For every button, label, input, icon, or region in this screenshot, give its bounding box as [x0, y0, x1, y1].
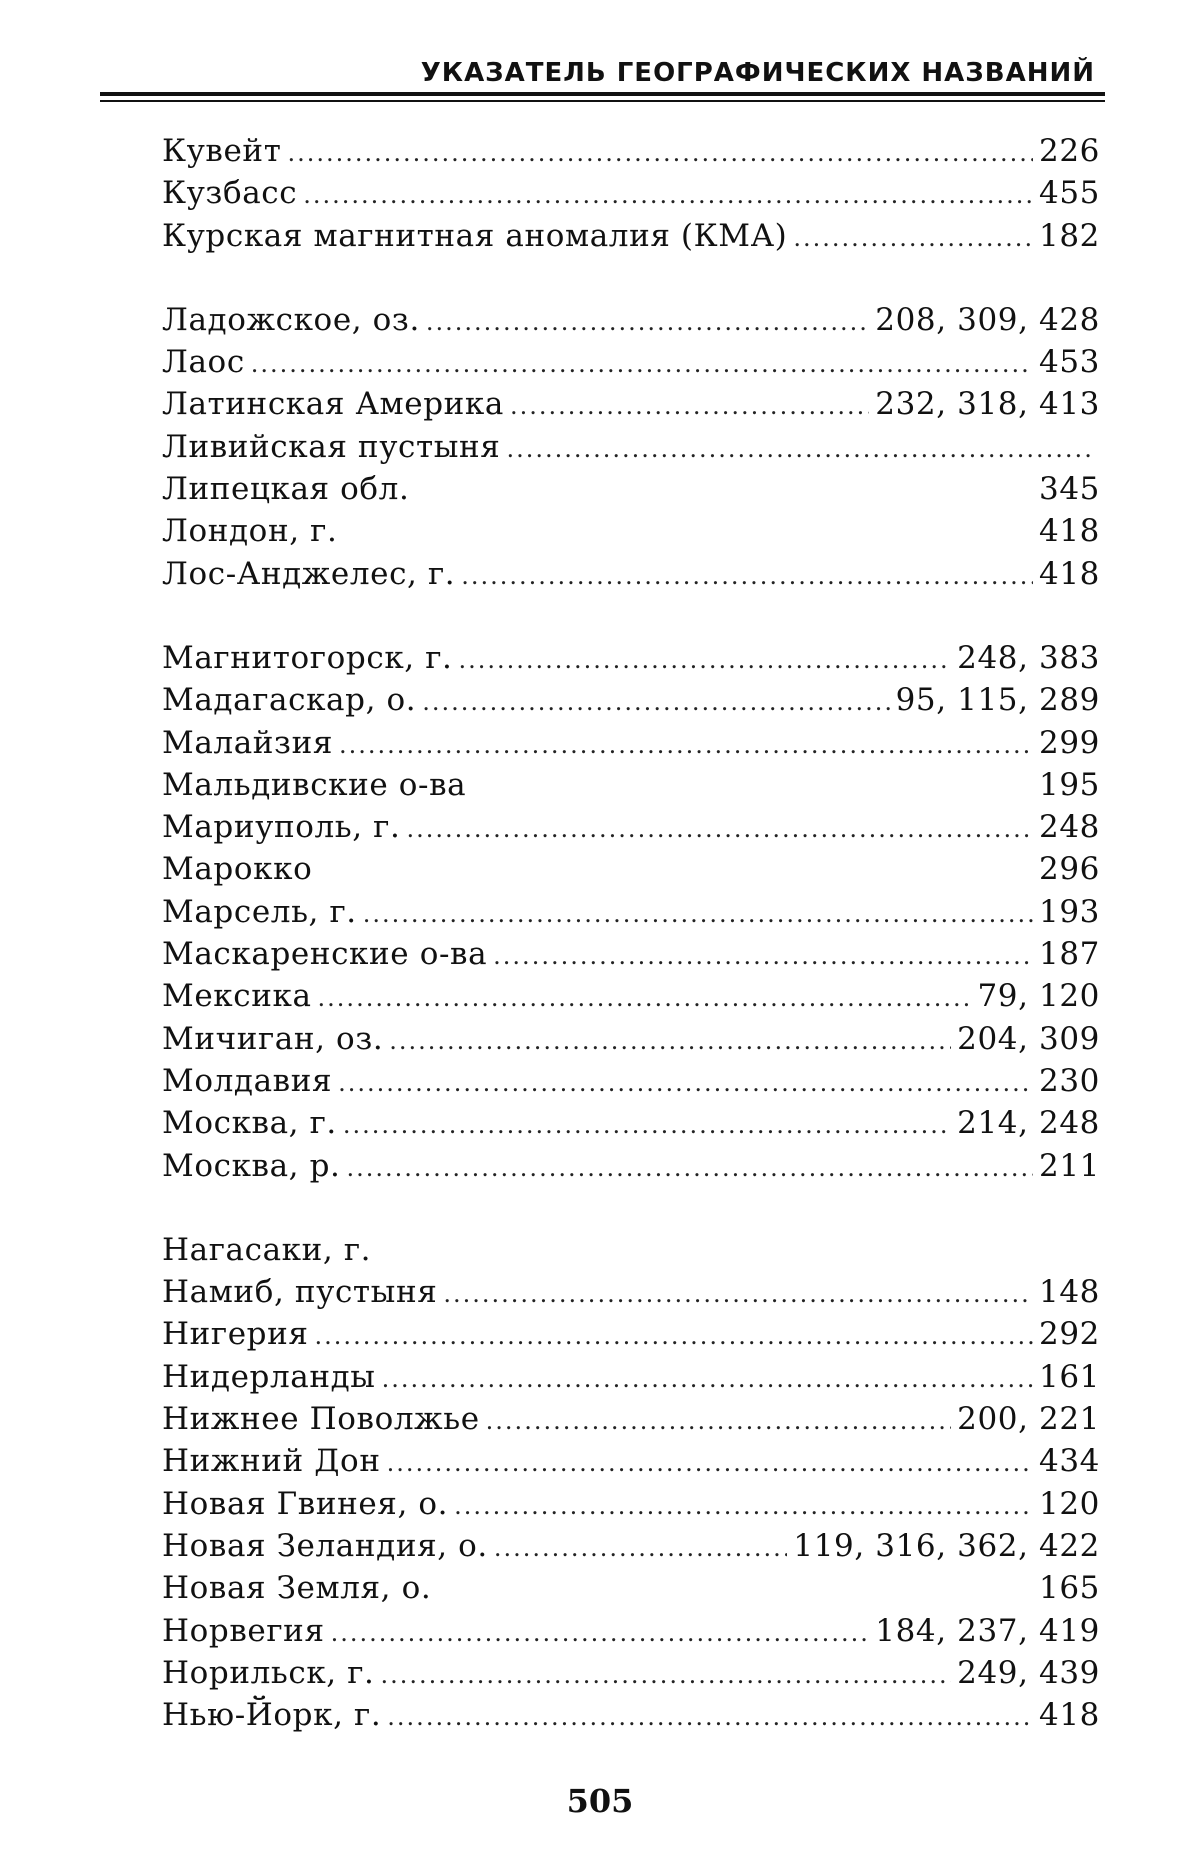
- entry-place-name: Мексика: [162, 978, 312, 1015]
- entry-page-numbers: 248, 383: [957, 639, 1100, 676]
- dot-leader: [506, 428, 1094, 470]
- entry-page-numbers: 193: [1039, 893, 1100, 930]
- index-entry: [162, 1610, 1100, 1652]
- index-entry: [162, 130, 1100, 172]
- index-entry: [162, 299, 1100, 341]
- index-entry: [162, 510, 1100, 552]
- entry-place-name: Новая Гвинея, о.: [162, 1485, 449, 1522]
- entry-place-name: Кузбасс: [162, 175, 298, 212]
- dot-leader: [363, 893, 1033, 935]
- entry-page-numbers: 200, 221: [957, 1401, 1100, 1438]
- entry-page-numbers: 249, 439: [957, 1654, 1100, 1691]
- header-rule-thick: [100, 92, 1105, 96]
- dot-leader: [486, 1400, 951, 1442]
- page-number: 505: [566, 1782, 634, 1820]
- entry-page-numbers: 214, 248: [957, 1105, 1100, 1142]
- index-entry: [162, 637, 1100, 679]
- entry-page-numbers: 232, 318, 413: [875, 386, 1100, 423]
- dot-leader: [318, 977, 972, 1019]
- index-entry: [162, 553, 1100, 595]
- entry-place-name: Москва, г.: [162, 1105, 337, 1142]
- index-letter-group: [162, 637, 1100, 1187]
- index-entry: [162, 1356, 1100, 1398]
- index-letter-group: [162, 1229, 1100, 1737]
- header-rule-thin: [100, 100, 1105, 102]
- entry-place-name: Новая Зеландия, о.: [162, 1527, 488, 1564]
- entry-place-name: Мальдивские о-ва: [162, 766, 467, 803]
- index-entry: [162, 1652, 1100, 1694]
- entry-place-name: Мадагаскар, о.: [162, 682, 417, 719]
- index-entry: [162, 1525, 1100, 1567]
- entry-place-name: Лос-Анджелес, г.: [162, 555, 456, 592]
- entry-place-name: Лондон, г.: [162, 513, 338, 550]
- entry-place-name: Нагасаки, г.: [162, 1231, 372, 1268]
- index-entry: [162, 764, 1100, 806]
- index-entry: [162, 933, 1100, 975]
- dot-leader: [422, 681, 889, 723]
- dot-leader: [389, 1020, 951, 1062]
- entry-place-name: Марокко: [162, 851, 313, 888]
- index-entry: [162, 1060, 1100, 1102]
- dot-leader: [339, 724, 1033, 766]
- dot-leader: [454, 1485, 1033, 1527]
- dot-leader: [426, 301, 869, 343]
- entry-page-numbers: 208, 309, 428: [875, 301, 1100, 338]
- geographic-index: [162, 130, 1100, 1778]
- index-entry: [162, 468, 1100, 510]
- index-entry: [162, 215, 1100, 257]
- index-entry: [162, 1271, 1100, 1313]
- entry-place-name: Малайзия: [162, 724, 333, 761]
- entry-place-name: Марсель, г.: [162, 893, 357, 930]
- entry-page-numbers: 195: [1039, 766, 1100, 803]
- index-entry: [162, 426, 1100, 468]
- entry-place-name: Нидерланды: [162, 1358, 376, 1395]
- entry-page-numbers: 296: [1039, 851, 1100, 888]
- entry-page-numbers: 230: [1039, 1062, 1100, 1099]
- index-entry: [162, 172, 1100, 214]
- dot-leader: [459, 639, 952, 681]
- entry-place-name: Лаос: [162, 344, 245, 381]
- index-letter-group: [162, 130, 1100, 257]
- entry-place-name: Нижнее Поволжье: [162, 1401, 480, 1438]
- dot-leader: [303, 174, 1033, 216]
- entry-page-numbers: 345: [1039, 471, 1100, 508]
- index-entry: [162, 848, 1100, 890]
- index-entry: [162, 1145, 1100, 1187]
- entry-page-numbers: 182: [1039, 217, 1100, 254]
- entry-place-name: Курская магнитная аномалия (КМА): [162, 217, 788, 254]
- index-entry: [162, 1398, 1100, 1440]
- entry-place-name: Новая Земля, о.: [162, 1570, 432, 1607]
- entry-page-numbers: 161: [1039, 1358, 1100, 1395]
- entry-page-numbers: 418: [1039, 555, 1100, 592]
- entry-page-numbers: 453: [1039, 344, 1100, 381]
- dot-leader: [461, 555, 1033, 597]
- index-entry: [162, 806, 1100, 848]
- entry-place-name: Латинская Америка: [162, 386, 504, 423]
- entry-place-name: Норвегия: [162, 1612, 325, 1649]
- index-entry: [162, 891, 1100, 933]
- entry-place-name: Кувейт: [162, 133, 282, 169]
- entry-page-numbers: 165: [1039, 1570, 1100, 1607]
- index-entry: [162, 1229, 1100, 1271]
- dot-leader: [510, 385, 869, 427]
- entry-page-numbers: 434: [1039, 1443, 1100, 1480]
- dot-leader: [406, 808, 1033, 850]
- entry-page-numbers: 95, 115, 289: [895, 682, 1100, 719]
- index-entry: [162, 1483, 1100, 1525]
- entry-page-numbers: 79, 120: [977, 978, 1100, 1015]
- index-entry: [162, 1694, 1100, 1736]
- index-entry: [162, 383, 1100, 425]
- entry-place-name: Норильск, г.: [162, 1654, 375, 1691]
- index-entry: [162, 1018, 1100, 1060]
- entry-place-name: Нью-Йорк, г.: [162, 1697, 382, 1734]
- entry-page-numbers: 204, 309: [957, 1020, 1100, 1057]
- dot-leader: [793, 217, 1033, 259]
- index-entry: [162, 722, 1100, 764]
- entry-page-numbers: 418: [1039, 513, 1100, 550]
- entry-page-numbers: 248: [1039, 809, 1100, 846]
- dot-leader: [382, 1358, 1033, 1400]
- entry-place-name: Ливийская пустыня: [162, 428, 501, 465]
- dot-leader: [387, 1442, 1033, 1484]
- entry-place-name: Мичиган, оз.: [162, 1020, 384, 1057]
- dot-leader: [343, 1104, 951, 1146]
- entry-page-numbers: 299: [1039, 724, 1100, 761]
- index-entry: [162, 1313, 1100, 1355]
- index-entry: [162, 975, 1100, 1017]
- index-entry: [162, 341, 1100, 383]
- entry-place-name: Маскаренские о-ва: [162, 936, 488, 973]
- entry-place-name: Москва, р.: [162, 1147, 341, 1184]
- entry-page-numbers: 119, 316, 362, 422: [793, 1527, 1100, 1564]
- entry-place-name: Мариуполь, г.: [162, 809, 401, 846]
- dot-leader: [287, 132, 1033, 174]
- entry-page-numbers: 418: [1039, 1697, 1100, 1734]
- dot-leader: [338, 1062, 1033, 1104]
- dot-leader: [443, 1273, 1033, 1315]
- dot-leader: [315, 1315, 1033, 1357]
- dot-leader: [494, 1527, 788, 1569]
- entry-page-numbers: 120: [1039, 1485, 1100, 1522]
- entry-place-name: Ладожское, оз.: [162, 301, 420, 338]
- entry-page-numbers: 292: [1039, 1316, 1100, 1353]
- entry-place-name: Намиб, пустыня: [162, 1274, 438, 1311]
- index-letter-group: [162, 299, 1100, 595]
- entry-page-numbers: 184, 237, 419: [875, 1612, 1100, 1649]
- entry-place-name: Молдавия: [162, 1062, 333, 1099]
- entry-place-name: Нижний Дон: [162, 1443, 381, 1480]
- entry-place-name: Нигерия: [162, 1316, 309, 1353]
- entry-page-numbers: 226: [1039, 133, 1100, 169]
- dot-leader: [387, 1696, 1033, 1738]
- dot-leader: [331, 1612, 870, 1654]
- index-entry: [162, 679, 1100, 721]
- entry-page-numbers: 211: [1039, 1147, 1100, 1184]
- dot-leader: [251, 343, 1033, 385]
- index-entry: [162, 1440, 1100, 1482]
- dot-leader: [381, 1654, 952, 1696]
- entry-place-name: Липецкая обл.: [162, 471, 410, 508]
- dot-leader: [493, 935, 1033, 977]
- entry-page-numbers: 148: [1039, 1274, 1100, 1311]
- entry-page-numbers: 455: [1039, 175, 1100, 212]
- entry-page-numbers: 187: [1039, 936, 1100, 973]
- entry-place-name: Магнитогорск, г.: [162, 639, 453, 676]
- dot-leader: [346, 1147, 1033, 1189]
- index-entry: [162, 1102, 1100, 1144]
- running-head-title: УКАЗАТЕЛЬ ГЕОГРАФИЧЕСКИХ НАЗВАНИЙ: [420, 58, 1095, 88]
- index-entry: [162, 1567, 1100, 1609]
